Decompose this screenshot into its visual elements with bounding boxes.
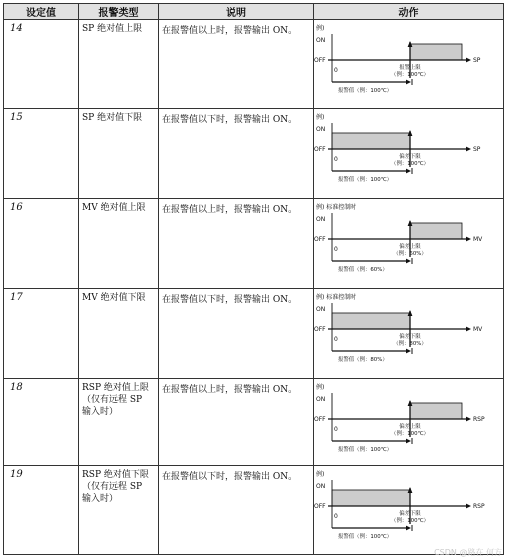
on-region [410,403,462,419]
description-text: 在报警值以上时，报警输出 ON。 [162,26,298,36]
on-label: ON [316,483,326,490]
on-label: ON [316,396,326,403]
alarm-value-arrow-icon [406,439,411,444]
alarm-value-arrow-icon [406,80,411,85]
alarm-value-label: 报警值（例：80%） [338,357,388,363]
cell-description [159,466,314,555]
cell-setting-value [4,466,79,555]
threshold-label: 偏差下限 [399,511,421,517]
alarm-value-arrow-icon [406,169,411,174]
example-prefix: 例) 标准控制时 [316,294,357,301]
table-row [4,466,504,555]
off-label: OFF [314,57,326,64]
cell-action [314,289,504,379]
axis-label: MV [473,326,483,333]
example-prefix: 例) [316,471,325,478]
on-region [332,313,410,329]
value-axis-arrow-icon [466,504,471,509]
value-axis-arrow-icon [466,327,471,332]
value-axis-arrow-icon [466,147,471,152]
alarm-value-arrow-icon [406,349,411,354]
description-text: 在报警值以上时，报警输出 ON。 [162,205,298,215]
cell-action [314,20,504,109]
cell-setting-value [4,199,79,289]
zero-label: 0 [334,67,338,74]
zero-label: 0 [334,426,338,433]
example-prefix: 例) [316,114,325,121]
header-description: 说明 [159,4,314,20]
action-diagram [314,379,502,464]
on-region [332,490,410,506]
setting-code: 19 [10,469,23,480]
threshold-example: （例：80%） [393,341,427,347]
action-diagram [314,109,502,197]
cell-alarm-type [79,379,159,466]
setting-code: 18 [10,382,23,393]
action-diagram [314,466,502,553]
off-label: OFF [314,326,326,333]
threshold-label: 偏差下限 [399,334,421,340]
cell-description [159,20,314,109]
alarm-type-text: SP 绝对值下限 [82,113,143,123]
alarm-value-arrow-icon [406,259,411,264]
cell-setting-value [4,379,79,466]
alarm-type-table [3,3,504,555]
on-region [332,133,410,149]
table-row [4,109,504,199]
cell-description [159,199,314,289]
off-label: OFF [314,236,326,243]
alarm-type-text: SP 绝对值上限 [82,24,143,34]
off-label: OFF [314,146,326,153]
axis-label: RSP [473,503,485,510]
alarm-value-label: 报警值（例：100℃） [338,88,393,94]
header-setting-value: 设定值 [4,4,79,20]
threshold-label: 偏差上限 [399,424,421,430]
cell-action [314,109,504,199]
cell-alarm-type [79,289,159,379]
table-row [4,289,504,379]
cell-description [159,109,314,199]
alarm-type-text: MV 绝对值上限 [82,203,146,213]
setting-code: 15 [10,112,23,123]
header-action: 动作 [314,4,504,20]
threshold-label: 报警上限 [399,65,421,71]
axis-label: RSP [473,416,485,423]
header-alarm-type: 报警类型 [79,4,159,20]
cell-setting-value [4,20,79,109]
table-header-row [4,4,504,20]
cell-action [314,379,504,466]
cell-description [159,379,314,466]
alarm-value-label: 报警值（例：100℃） [338,534,393,540]
zero-label: 0 [334,246,338,253]
value-axis-arrow-icon [466,58,471,63]
threshold-example: （例：100℃） [391,518,429,524]
on-region [410,44,462,60]
table-row [4,20,504,109]
alarm-type-text: MV 绝对值下限 [82,293,146,303]
alarm-value-label: 报警值（例：100℃） [338,447,393,453]
threshold-example: （例：100℃） [391,431,429,437]
action-diagram [314,289,502,377]
alarm-type-text: RSP 绝对值上限 （仅有远程 SP 输入时） [82,383,149,417]
action-diagram [314,199,502,287]
axis-label: SP [473,146,481,153]
axis-label: SP [473,57,481,64]
cell-description [159,289,314,379]
threshold-example: （例：100℃） [391,161,429,167]
cell-action [314,199,504,289]
on-region [410,223,462,239]
off-label: OFF [314,416,326,423]
zero-label: 0 [334,336,338,343]
threshold-example: （例：100℃） [391,72,429,78]
cell-alarm-type [79,199,159,289]
description-text: 在报警值以下时，报警输出 ON。 [162,115,298,125]
cell-alarm-type [79,109,159,199]
example-prefix: 例) 标准控制时 [316,204,357,211]
axis-label: MV [473,236,483,243]
example-prefix: 例) [316,384,325,391]
table-row [4,199,504,289]
on-label: ON [316,216,326,223]
cell-alarm-type [79,466,159,555]
cell-alarm-type [79,20,159,109]
alarm-value-arrow-icon [406,526,411,531]
threshold-label: 偏差下限 [399,154,421,160]
zero-label: 0 [334,156,338,163]
threshold-example: （例：60%） [393,251,427,257]
alarm-value-label: 报警值（例：100℃） [338,177,393,183]
zero-label: 0 [334,513,338,520]
description-text: 在报警值以下时，报警输出 ON。 [162,295,298,305]
threshold-label: 偏差上限 [399,244,421,250]
setting-code: 16 [10,202,23,213]
value-axis-arrow-icon [466,237,471,242]
setting-code: 17 [10,292,23,303]
off-label: OFF [314,503,326,510]
description-text: 在报警值以上时，报警输出 ON。 [162,385,298,395]
description-text: 在报警值以下时，报警输出 ON。 [162,472,298,482]
table-row [4,379,504,466]
action-diagram [314,20,502,107]
example-prefix: 例) [316,25,325,32]
on-label: ON [316,126,326,133]
on-label: ON [316,37,326,44]
cell-setting-value [4,109,79,199]
cell-setting-value [4,289,79,379]
setting-code: 14 [10,23,23,34]
alarm-value-label: 报警值（例：60%） [338,267,388,273]
alarm-type-text: RSP 绝对值下限 （仅有远程 SP 输入时） [82,470,149,504]
watermark-text: CSDN @路在 何方 [434,548,502,557]
on-label: ON [316,306,326,313]
value-axis-arrow-icon [466,417,471,422]
cell-action [314,466,504,555]
